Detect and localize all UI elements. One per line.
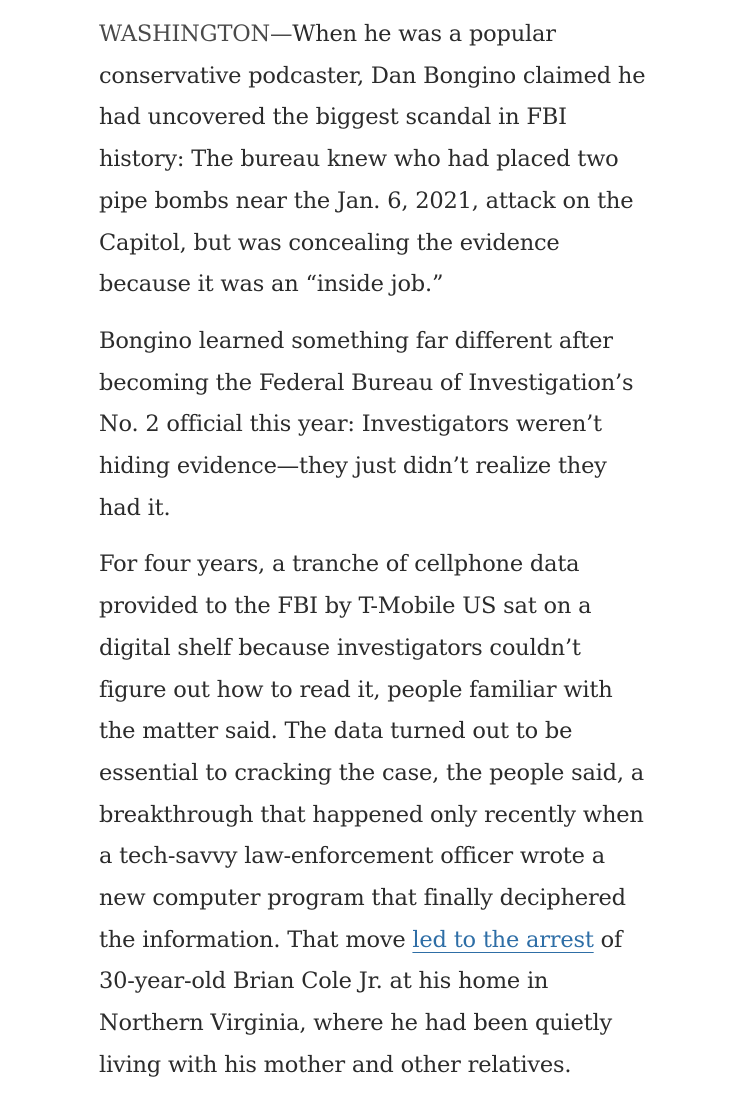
- text-line-fragment: the information. That move: [99, 926, 413, 953]
- text-line: Northern Virginia, where he had been quietly: [99, 1010, 612, 1037]
- article-body: [99, 14, 719, 1102]
- text-line: hiding evidence—they just didn’t realize they: [99, 453, 607, 480]
- paragraph-1: [99, 14, 719, 306]
- text-line: pipe bombs near the Jan. 6, 2021, attack on the: [99, 187, 634, 214]
- text-line: For four years, a tranche of cellphone data: [99, 551, 580, 578]
- text-line-fragment: When he was a popular: [292, 21, 556, 47]
- dateline: WASHINGTON—: [99, 21, 293, 47]
- text-line: No. 2 official this year: Investigators weren’t: [99, 411, 602, 438]
- arrest-article-link[interactable]: led to the arrest: [412, 926, 594, 953]
- text-line-fragment: of: [593, 926, 623, 953]
- paragraph-2: [99, 321, 719, 530]
- text-line: [99, 920, 719, 962]
- text-line: [99, 14, 719, 56]
- text-line: 30-year-old Brian Cole Jr. at his home in: [99, 968, 549, 995]
- text-line: Capitol, but was concealing the evidence: [99, 229, 560, 256]
- text-line: Bongino learned something far different after: [99, 327, 613, 354]
- text-line: had it.: [99, 494, 171, 521]
- text-line: conservative podcaster, Dan Bongino claimed he: [99, 62, 646, 89]
- text-line: the matter said. The data turned out to be: [99, 718, 573, 745]
- text-line: living with his mother and other relatives.: [99, 1051, 572, 1078]
- text-line: figure out how to read it, people familiar with: [99, 676, 613, 703]
- text-line: digital shelf because investigators couldn’t: [99, 634, 581, 661]
- text-line: essential to cracking the case, the people said, a: [99, 759, 644, 786]
- text-line: becoming the Federal Bureau of Investigation’s: [99, 369, 634, 396]
- text-line: provided to the FBI by T-Mobile US sat on a: [99, 593, 592, 620]
- text-line: because it was an “inside job.”: [99, 271, 444, 298]
- text-line: a tech-savvy law-enforcement officer wrote a: [99, 843, 605, 870]
- text-line: breakthrough that happened only recently when: [99, 801, 644, 828]
- text-line: new computer program that finally deciphered: [99, 885, 626, 912]
- paragraph-3: [99, 544, 719, 1086]
- text-line: history: The bureau knew who had placed two: [99, 146, 619, 173]
- text-line: had uncovered the biggest scandal in FBI: [99, 104, 567, 131]
